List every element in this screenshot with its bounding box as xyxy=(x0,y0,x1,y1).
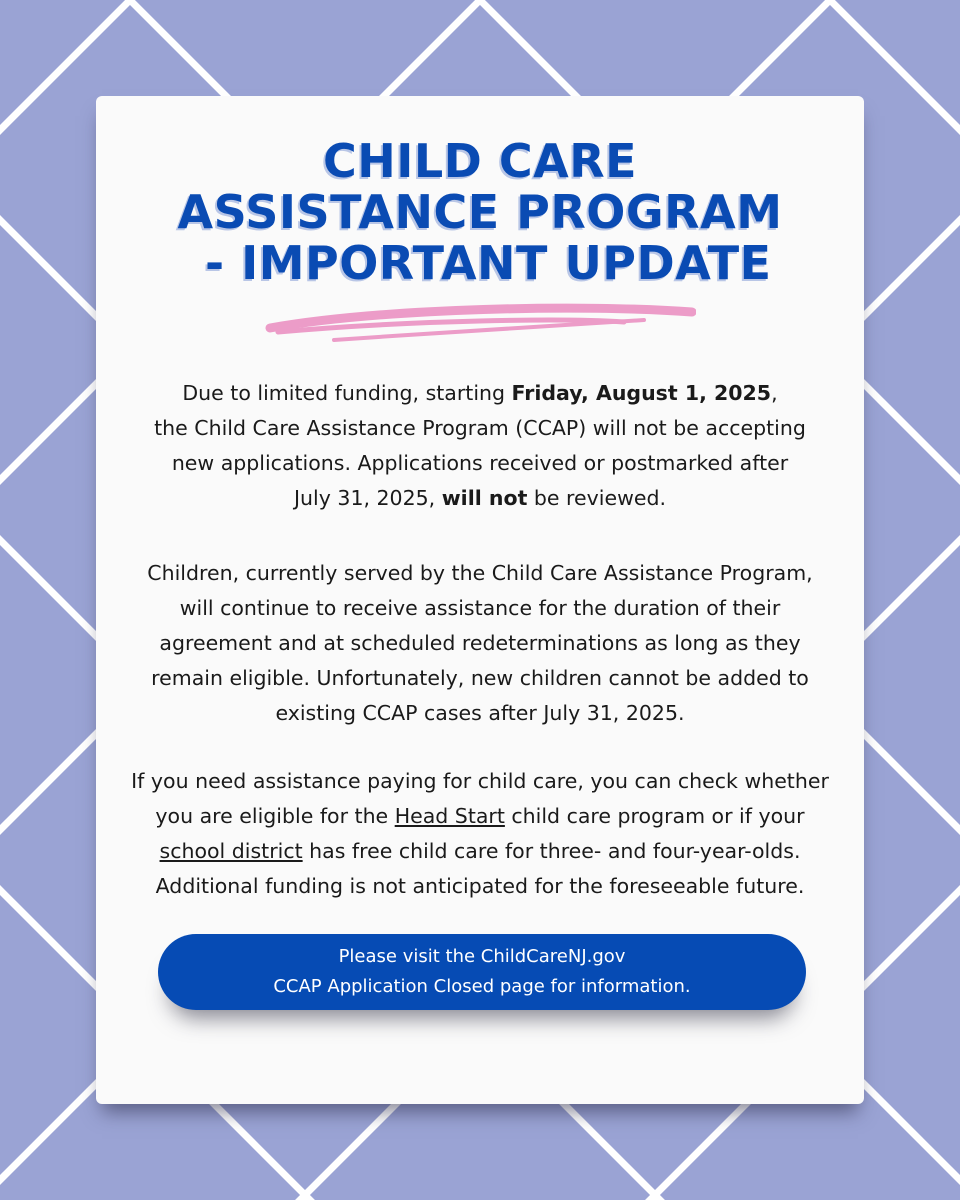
funding-line-4-end: be reviewed. xyxy=(527,486,666,510)
children-line-1: Children, currently served by the Child Care Assistance Program, xyxy=(147,561,813,585)
funding-line-4 xyxy=(116,481,844,516)
title-line-1: CHILD CARE xyxy=(322,134,638,188)
school-district-link[interactable]: school district xyxy=(159,839,303,863)
assistance-line-3-end: has free child care for three- and four-year-olds. xyxy=(302,839,801,863)
assistance-line-3 xyxy=(116,834,844,869)
funding-line-3: new applications. Applications received or postmarked after xyxy=(171,451,789,475)
funding-line-1-end: , xyxy=(771,381,778,405)
funding-line-2: the Child Care Assistance Program (CCAP) will not be accepting xyxy=(154,416,806,440)
assistance-line-1: If you need assistance paying for child care, you can check whether xyxy=(131,769,829,793)
funding-paragraph xyxy=(116,376,844,516)
assistance-paragraph xyxy=(116,764,844,904)
children-line-5: existing CCAP cases after July 31, 2025. xyxy=(275,701,685,725)
title-line-3: - IMPORTANT UPDATE xyxy=(188,236,772,290)
visit-childcarenj-button[interactable] xyxy=(158,934,806,1010)
cta-line-2: CCAP Application Closed page for information. xyxy=(273,976,691,997)
assistance-line-2-end: child care program or if your xyxy=(504,804,805,828)
title-line-2: ASSISTANCE PROGRAM xyxy=(177,185,783,239)
assistance-line-2-text: you are eligible for the xyxy=(155,804,395,828)
children-line-2: will continue to receive assistance for the duration of their xyxy=(179,596,781,620)
assistance-line-2 xyxy=(116,799,844,834)
pink-swoosh-underline xyxy=(264,302,696,346)
will-not-emphasis: will not xyxy=(441,486,528,510)
page-title xyxy=(96,136,864,289)
head-start-link[interactable]: Head Start xyxy=(394,804,505,828)
notice-card xyxy=(96,96,864,1104)
start-date: Friday, August 1, 2025 xyxy=(511,381,772,405)
current-children-paragraph xyxy=(116,556,844,731)
funding-line-1 xyxy=(116,376,844,411)
funding-line-4-text: July 31, 2025, xyxy=(294,486,442,510)
cta-line-1: Please visit the ChildCareNJ.gov xyxy=(338,946,626,967)
children-line-3: agreement and at scheduled redeterminations as long as they xyxy=(159,631,801,655)
assistance-line-4: Additional funding is not anticipated for the foreseeable future. xyxy=(155,874,805,898)
funding-line-1-text: Due to limited funding, starting xyxy=(182,381,512,405)
children-line-4: remain eligible. Unfortunately, new children cannot be added to xyxy=(151,666,809,690)
